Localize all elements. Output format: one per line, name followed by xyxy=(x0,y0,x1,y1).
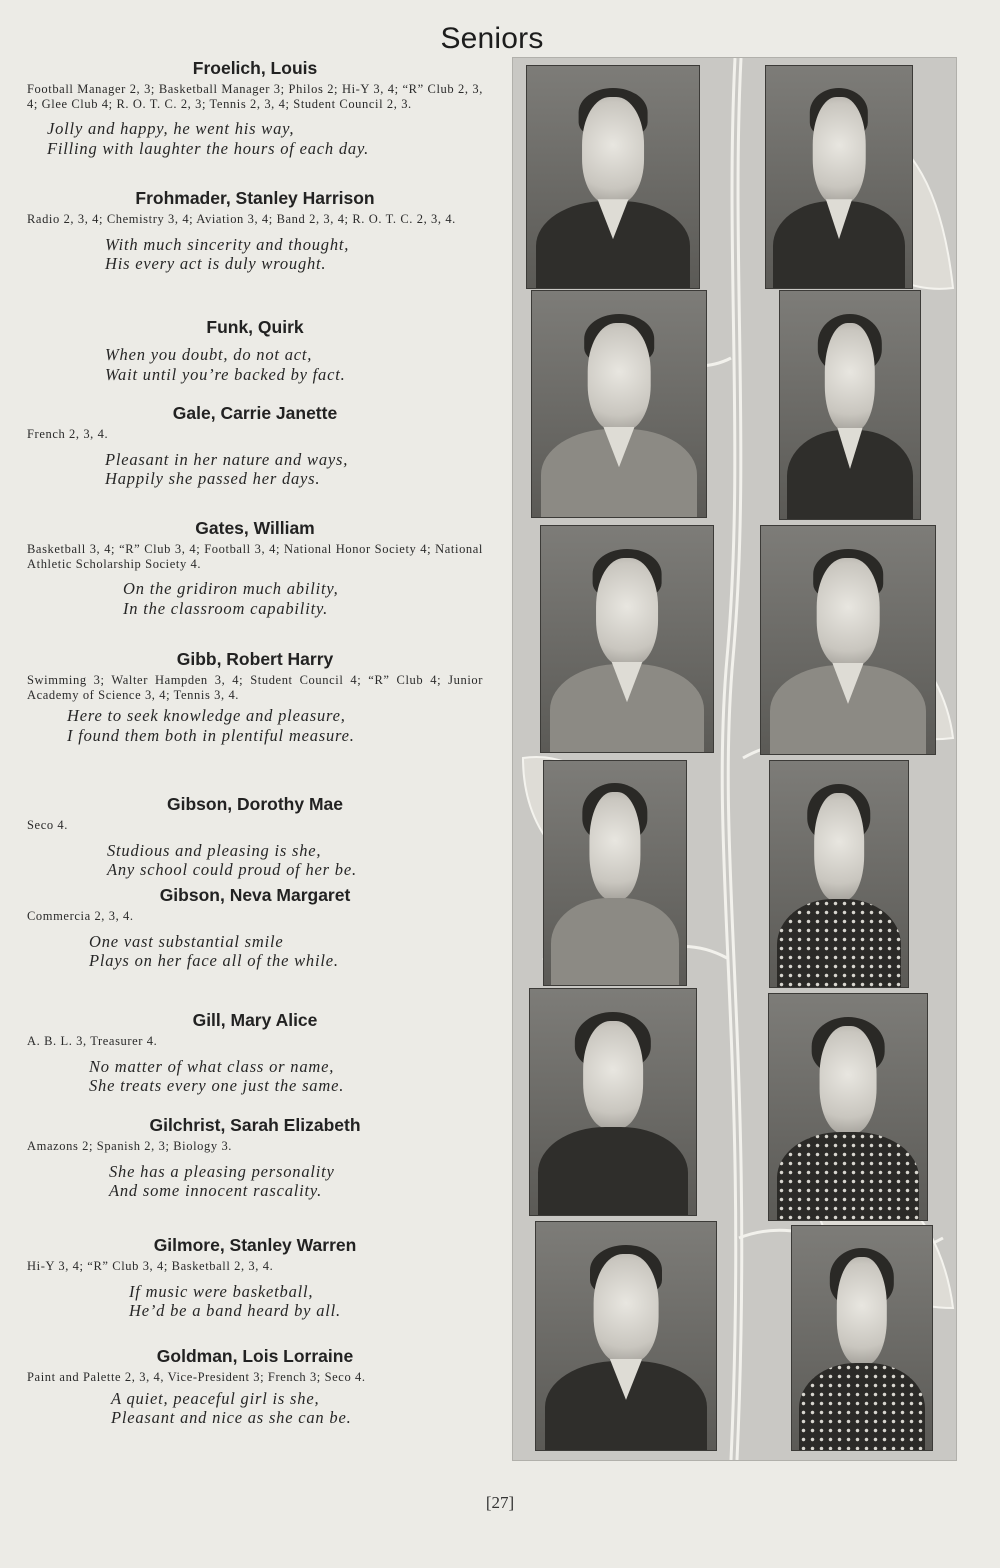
senior-verse xyxy=(67,706,483,745)
senior-activities: Paint and Palette 2, 3, 4, Vice-President 3; French 3; Seco 4. xyxy=(27,1370,366,1384)
senior-activities: French 2, 3, 4. xyxy=(27,427,109,441)
verse-line: And some innocent rascality. xyxy=(109,1181,323,1200)
senior-name: Gibson, Dorothy Mae xyxy=(167,794,343,814)
portrait-suit xyxy=(538,1127,687,1216)
verse-line: His every act is duly wrought. xyxy=(105,254,327,273)
verse-line: Filling with laughter the hours of each day. xyxy=(47,138,370,158)
verse-line: Pleasant in her nature and ways, xyxy=(105,449,349,469)
portrait-photo xyxy=(769,760,909,988)
portrait-photo xyxy=(526,65,700,289)
verse-line: With much sincerity and thought, xyxy=(105,234,350,254)
senior-entry xyxy=(27,403,483,489)
verse-line: One vast substantial smile xyxy=(89,931,284,951)
senior-name: Gibson, Neva Margaret xyxy=(159,885,351,905)
senior-name: Gill, Mary Alice xyxy=(192,1010,318,1030)
verse-line: If music were basketball, xyxy=(129,1281,314,1301)
senior-verse xyxy=(105,235,483,274)
portrait-face xyxy=(583,1021,643,1129)
portrait-photo xyxy=(791,1225,933,1451)
portrait-photo xyxy=(529,988,697,1216)
senior-verse xyxy=(105,345,483,384)
portrait-face xyxy=(594,1254,659,1363)
senior-verse xyxy=(129,1282,483,1321)
senior-verse xyxy=(107,841,483,880)
verse-line: On the gridiron much ability, xyxy=(123,579,339,598)
senior-verse xyxy=(123,579,483,618)
verse-line: Happily she passed her days. xyxy=(105,469,321,488)
senior-activities: Amazons 2; Spanish 2, 3; Biology 3. xyxy=(27,1139,233,1153)
senior-verse xyxy=(111,1389,483,1428)
senior-entry xyxy=(27,58,483,158)
senior-name: Gilchrist, Sarah Elizabeth xyxy=(149,1115,361,1135)
verse-line: In the classroom capability. xyxy=(123,598,329,618)
senior-name: Frohmader, Stanley Harrison xyxy=(135,188,375,208)
verse-line: She treats every one just the same. xyxy=(89,1076,345,1095)
portrait-face xyxy=(825,323,875,432)
verse-line: When you doubt, do not act, xyxy=(105,345,313,364)
portrait-photo xyxy=(779,290,921,520)
senior-name: Gilmore, Stanley Warren xyxy=(153,1235,357,1255)
senior-entry xyxy=(27,317,483,384)
senior-activities: Hi-Y 3, 4; “R” Club 3, 4; Basketball 2, 3, 4. xyxy=(27,1259,274,1273)
senior-entry xyxy=(27,649,483,745)
portrait-face xyxy=(588,323,651,431)
senior-entry xyxy=(27,1235,483,1321)
verse-line: Any school could proud of her be. xyxy=(107,860,357,879)
portrait-photo xyxy=(531,290,707,518)
senior-entry xyxy=(27,1010,483,1096)
senior-activities: Basketball 3, 4; “R” Club 3, 4; Football 3, 4; National Honor Society 4; National Athletic Scholarship Society 4. xyxy=(27,542,483,571)
verse-line: Studious and pleasing is she, xyxy=(107,840,322,860)
verse-line: Here to seek knowledge and pleasure, xyxy=(67,706,346,725)
senior-verse xyxy=(89,932,483,971)
senior-activities: Seco 4. xyxy=(27,818,68,832)
senior-verse xyxy=(47,119,483,158)
senior-verse xyxy=(89,1057,483,1096)
senior-activities: Radio 2, 3, 4; Chemistry 3, 4; Aviation 3, 4; Band 2, 3, 4; R. O. T. C. 2, 3, 4. xyxy=(27,212,456,226)
senior-activities: Football Manager 2, 3; Basketball Manager 3; Philos 2; Hi-Y 3, 4; “R” Club 2, 3, 4; Glee Club 4; R. O. T. C. 2, 3; Tennis 2, 3, 4; Student Council 2, 3. xyxy=(27,82,483,111)
page-number: [27] xyxy=(485,1493,515,1512)
verse-line: He’d be a band heard by all. xyxy=(129,1301,341,1320)
portrait-face xyxy=(817,558,880,667)
page-title: Seniors xyxy=(440,22,544,55)
portrait-face xyxy=(596,558,658,666)
portrait-photo xyxy=(535,1221,717,1451)
senior-name: Gates, William xyxy=(195,518,315,538)
portrait-suit xyxy=(777,1132,919,1221)
portrait-photo xyxy=(765,65,913,289)
portrait-panel xyxy=(512,57,957,1461)
portrait-suit xyxy=(799,1363,925,1451)
verse-line: Jolly and happy, he went his way, xyxy=(47,119,295,138)
portrait-face xyxy=(820,1026,877,1134)
portrait-photo xyxy=(760,525,936,755)
verse-line: A quiet, peaceful girl is she, xyxy=(111,1388,320,1408)
verse-line: I found them both in plentiful measure. xyxy=(67,725,355,745)
verse-line: No matter of what class or name, xyxy=(89,1056,335,1076)
senior-activities: Commercia 2, 3, 4. xyxy=(27,909,134,923)
verse-line: Plays on her face all of the while. xyxy=(89,951,339,970)
portrait-photo xyxy=(540,525,714,753)
senior-name: Froelich, Louis xyxy=(192,58,318,78)
verse-line: Pleasant and nice as she can be. xyxy=(111,1408,352,1427)
portrait-face xyxy=(589,792,640,900)
portrait-photo xyxy=(768,993,928,1221)
senior-verse xyxy=(105,450,483,489)
senior-name: Gale, Carrie Janette xyxy=(172,403,338,423)
verse-line: Wait until you’re backed by fact. xyxy=(105,364,346,384)
senior-entry xyxy=(27,188,483,274)
senior-name: Funk, Quirk xyxy=(206,317,304,337)
senior-entry xyxy=(27,794,483,880)
portrait-suit xyxy=(777,899,901,988)
senior-name: Goldman, Lois Lorraine xyxy=(156,1346,354,1366)
portrait-face xyxy=(814,793,864,901)
senior-entry xyxy=(27,1115,483,1201)
portrait-face xyxy=(813,97,866,204)
portrait-face xyxy=(582,97,644,204)
senior-entry xyxy=(27,1346,483,1428)
senior-entry xyxy=(27,885,483,971)
senior-activities: A. B. L. 3, Treasurer 4. xyxy=(27,1034,158,1048)
portrait-photo xyxy=(543,760,687,986)
portrait-suit xyxy=(551,898,679,986)
senior-entry xyxy=(27,518,483,618)
portrait-face xyxy=(837,1257,887,1365)
verse-line: She has a pleasing personality xyxy=(109,1161,335,1181)
senior-verse xyxy=(109,1162,483,1201)
senior-name: Gibb, Robert Harry xyxy=(176,649,334,669)
senior-activities: Swimming 3; Walter Hampden 3, 4; Student Council 4; “R” Club 4; Junior Academy of Science 3, 4; Tennis 3, 4. xyxy=(27,673,483,702)
